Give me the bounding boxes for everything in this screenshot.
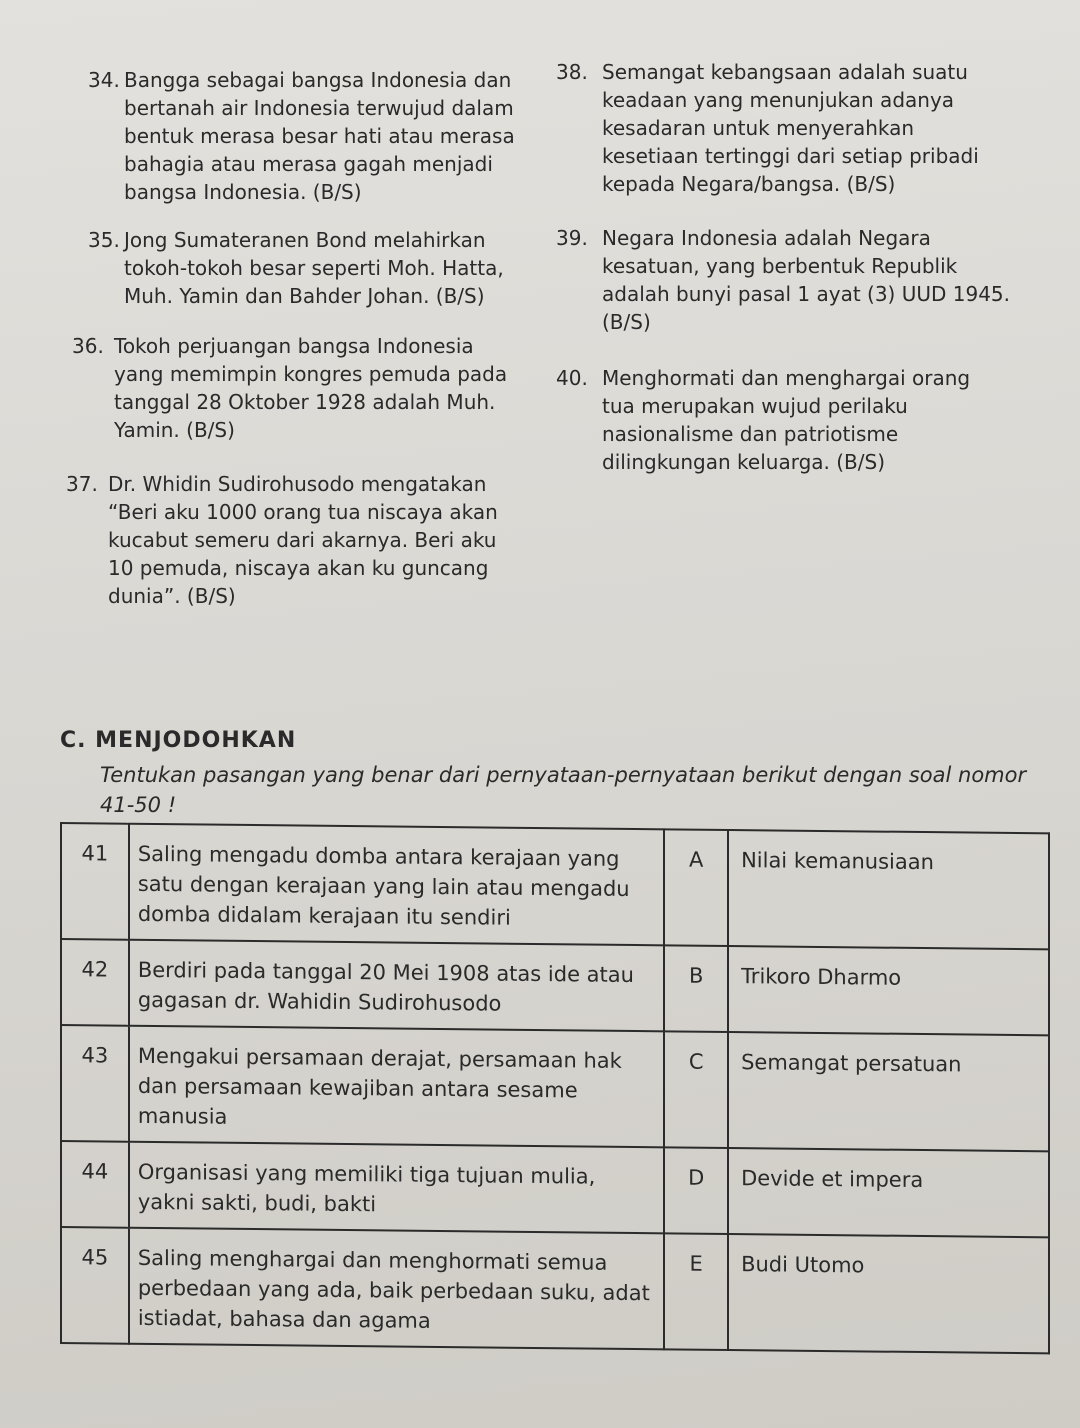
question-text: Jong Sumateranen Bond melahirkan tokoh-tokoh besar seperti Moh. Hatta, Muh. Yamin dan Bahder Johan. (B/S) bbox=[124, 228, 504, 308]
option-letter: E bbox=[664, 1233, 728, 1350]
option-text: Trikoro Dharmo bbox=[728, 946, 1049, 1035]
row-number: 43 bbox=[61, 1025, 129, 1142]
question-39 bbox=[556, 224, 1026, 336]
section-instruction: Tentukan pasangan yang benar dari pernyataan-pernyataan berikut dengan soal nomor 41-50 ! bbox=[100, 763, 1027, 817]
table-row bbox=[61, 1141, 1049, 1237]
row-number: 45 bbox=[61, 1227, 129, 1344]
row-statement: Organisasi yang memiliki tiga tujuan mulia, yakni sakti, budi, bakti bbox=[129, 1142, 664, 1234]
table-row bbox=[61, 1227, 1049, 1353]
question-number: 39. bbox=[556, 226, 588, 250]
option-letter: D bbox=[664, 1147, 728, 1234]
option-letter: A bbox=[664, 829, 728, 946]
row-statement: Berdiri pada tanggal 20 Mei 1908 atas ide atau gagasan dr. Wahidin Sudirohusodo bbox=[129, 940, 664, 1032]
table-row bbox=[61, 939, 1049, 1035]
table-row bbox=[61, 1025, 1049, 1151]
question-37 bbox=[66, 470, 541, 610]
row-number: 42 bbox=[61, 939, 129, 1026]
section-heading: C. MENJODOHKAN bbox=[60, 728, 297, 753]
question-34 bbox=[88, 66, 548, 206]
question-text: Menghormati dan menghargai orang tua merupakan wujud perilaku nasionalisme dan patriotisme dilingkungan keluarga. (B/S) bbox=[602, 366, 971, 474]
row-statement: Mengakui persamaan derajat, persamaan hak dan persamaan kewajiban antara sesame manusia bbox=[129, 1026, 664, 1148]
option-text: Devide et impera bbox=[728, 1148, 1049, 1237]
row-statement: Saling menghargai dan menghormati semua perbedaan yang ada, baik perbedaan suku, adat istiadat, bahasa dan agama bbox=[129, 1228, 664, 1350]
option-text: Nilai kemanusiaan bbox=[728, 830, 1049, 949]
question-text: Bangga sebagai bangsa Indonesia dan bertanah air Indonesia terwujud dalam bentuk merasa besar hati atau merasa bahagia atau merasa gagah menjadi bangsa Indonesia. (B/S) bbox=[124, 68, 515, 204]
row-number: 44 bbox=[61, 1141, 129, 1228]
option-text: Budi Utomo bbox=[728, 1234, 1049, 1353]
question-40 bbox=[556, 364, 1026, 476]
matching-table bbox=[60, 822, 1050, 1354]
option-letter: B bbox=[664, 945, 728, 1032]
question-38 bbox=[556, 58, 1026, 198]
question-35 bbox=[88, 226, 548, 310]
question-number: 36. bbox=[72, 334, 104, 358]
question-text: Semangat kebangsaan adalah suatu keadaan yang menunjukan adanya kesadaran untuk menyerahkan kesetiaan tertinggi dari setiap pribadi kepada Negara/bangsa. (B/S) bbox=[602, 60, 979, 196]
question-number: 34. bbox=[88, 68, 120, 92]
question-36 bbox=[72, 332, 542, 444]
question-text: Tokoh perjuangan bangsa Indonesia yang memimpin kongres pemuda pada tanggal 28 Oktober 1928 adalah Muh. Yamin. (B/S) bbox=[114, 334, 508, 442]
question-text: Negara Indonesia adalah Negara kesatuan, yang berbentuk Republik adalah bunyi pasal 1 ayat (3) UUD 1945. (B/S) bbox=[602, 226, 1010, 334]
row-number: 41 bbox=[61, 823, 129, 940]
question-text: Dr. Whidin Sudirohusodo mengatakan “Beri aku 1000 orang tua niscaya akan kucabut semeru dari akarnya. Beri aku 10 pemuda, niscaya akan ku guncang dunia”. (B/S) bbox=[108, 472, 498, 608]
question-number: 40. bbox=[556, 366, 588, 390]
table-row bbox=[61, 823, 1049, 949]
question-number: 37. bbox=[66, 472, 98, 496]
option-letter: C bbox=[664, 1031, 728, 1148]
row-statement: Saling mengadu domba antara kerajaan yang satu dengan kerajaan yang lain atau mengadu domba didalam kerajaan itu sendiri bbox=[129, 824, 664, 946]
option-text: Semangat persatuan bbox=[728, 1032, 1049, 1151]
question-number: 35. bbox=[88, 228, 120, 252]
question-number: 38. bbox=[556, 60, 588, 84]
